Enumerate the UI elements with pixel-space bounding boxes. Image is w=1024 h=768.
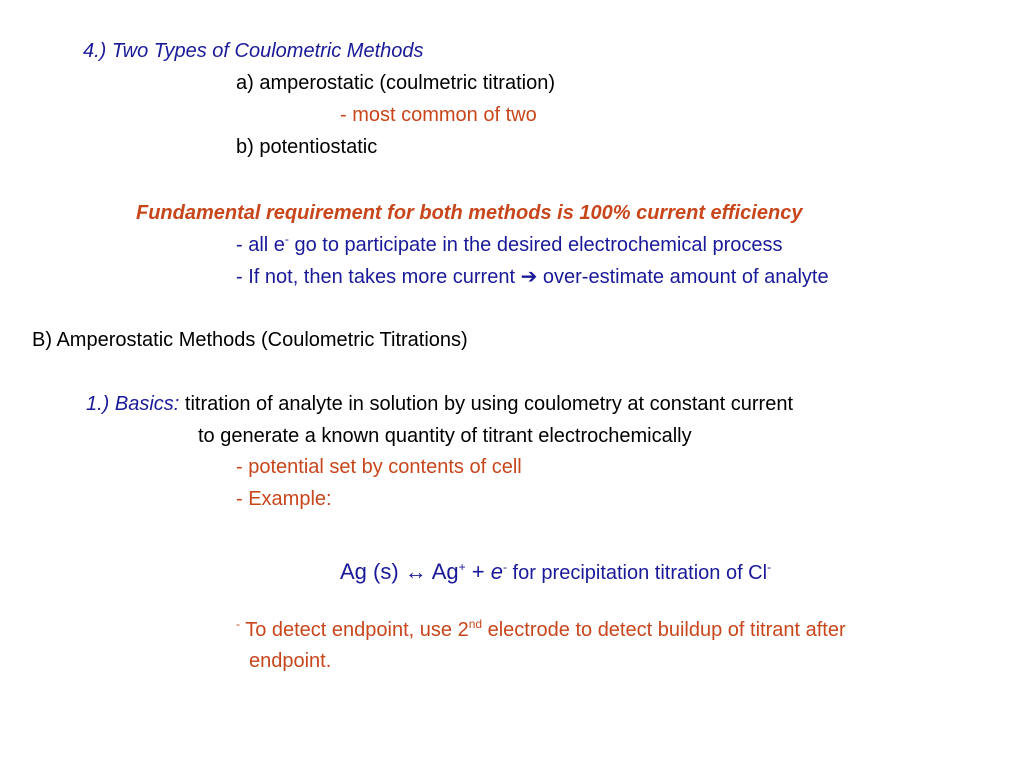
double-arrow-icon: ↔ — [404, 559, 427, 584]
method-b-potentiostatic: b) potentiostatic — [236, 136, 378, 158]
ag-charge-superscript: + — [458, 560, 466, 574]
equation-electron: e — [490, 559, 503, 584]
equation-plus: + — [465, 559, 491, 584]
basics-text-1: titration of analyte in solution by using coulometry at constant current — [179, 393, 794, 415]
electron-charge-superscript: - — [502, 560, 507, 574]
second-superscript: nd — [468, 617, 483, 631]
section-b-heading: B) Amperostatic Methods (Coulometric Titrations) — [32, 329, 468, 351]
right-arrow-icon: ➔ — [520, 266, 538, 288]
method-a-amperostatic: a) amperostatic (coulmetric titration) — [236, 72, 555, 94]
endpoint-line-2: endpoint. — [249, 650, 332, 672]
bullet-2-prefix: - If not, then takes more current — [236, 266, 521, 288]
endpoint-dash-superscript: - — [236, 617, 240, 631]
basics-bullet-potential: - potential set by contents of cell — [236, 456, 522, 478]
endpoint-line-1-prefix: To detect endpoint, use 2 — [240, 619, 469, 641]
bullet-1-suffix: go to participate in the desired electrochemical process — [288, 234, 783, 256]
endpoint-line-1 — [236, 617, 846, 641]
method-a-note: - most common of two — [340, 104, 537, 126]
basics-label: 1.) Basics: — [86, 393, 180, 415]
equation-line — [340, 561, 771, 583]
basics-line-2: to generate a known quantity of titrant electrochemically — [198, 425, 692, 447]
equation-note: for precipitation titration of Cl — [506, 562, 768, 584]
fundamental-bullet-2 — [236, 267, 829, 287]
fundamental-requirement-title: Fundamental requirement for both methods is 100% current efficiency — [136, 202, 803, 224]
equation-ag-ion: Ag — [426, 559, 459, 584]
equation-left: Ag (s) — [340, 559, 405, 584]
section-4-heading: 4.) Two Types of Coulometric Methods — [83, 40, 424, 62]
basics-bullet-example: - Example: — [236, 488, 332, 510]
basics-line-1 — [86, 394, 793, 414]
chloride-charge-superscript: - — [767, 560, 772, 574]
electron-superscript: - — [284, 232, 289, 246]
bullet-1-prefix: - all e — [236, 234, 285, 256]
endpoint-line-1-suffix: electrode to detect buildup of titrant after — [482, 619, 846, 641]
bullet-2-suffix: over-estimate amount of analyte — [537, 266, 829, 288]
fundamental-bullet-1 — [236, 232, 783, 256]
